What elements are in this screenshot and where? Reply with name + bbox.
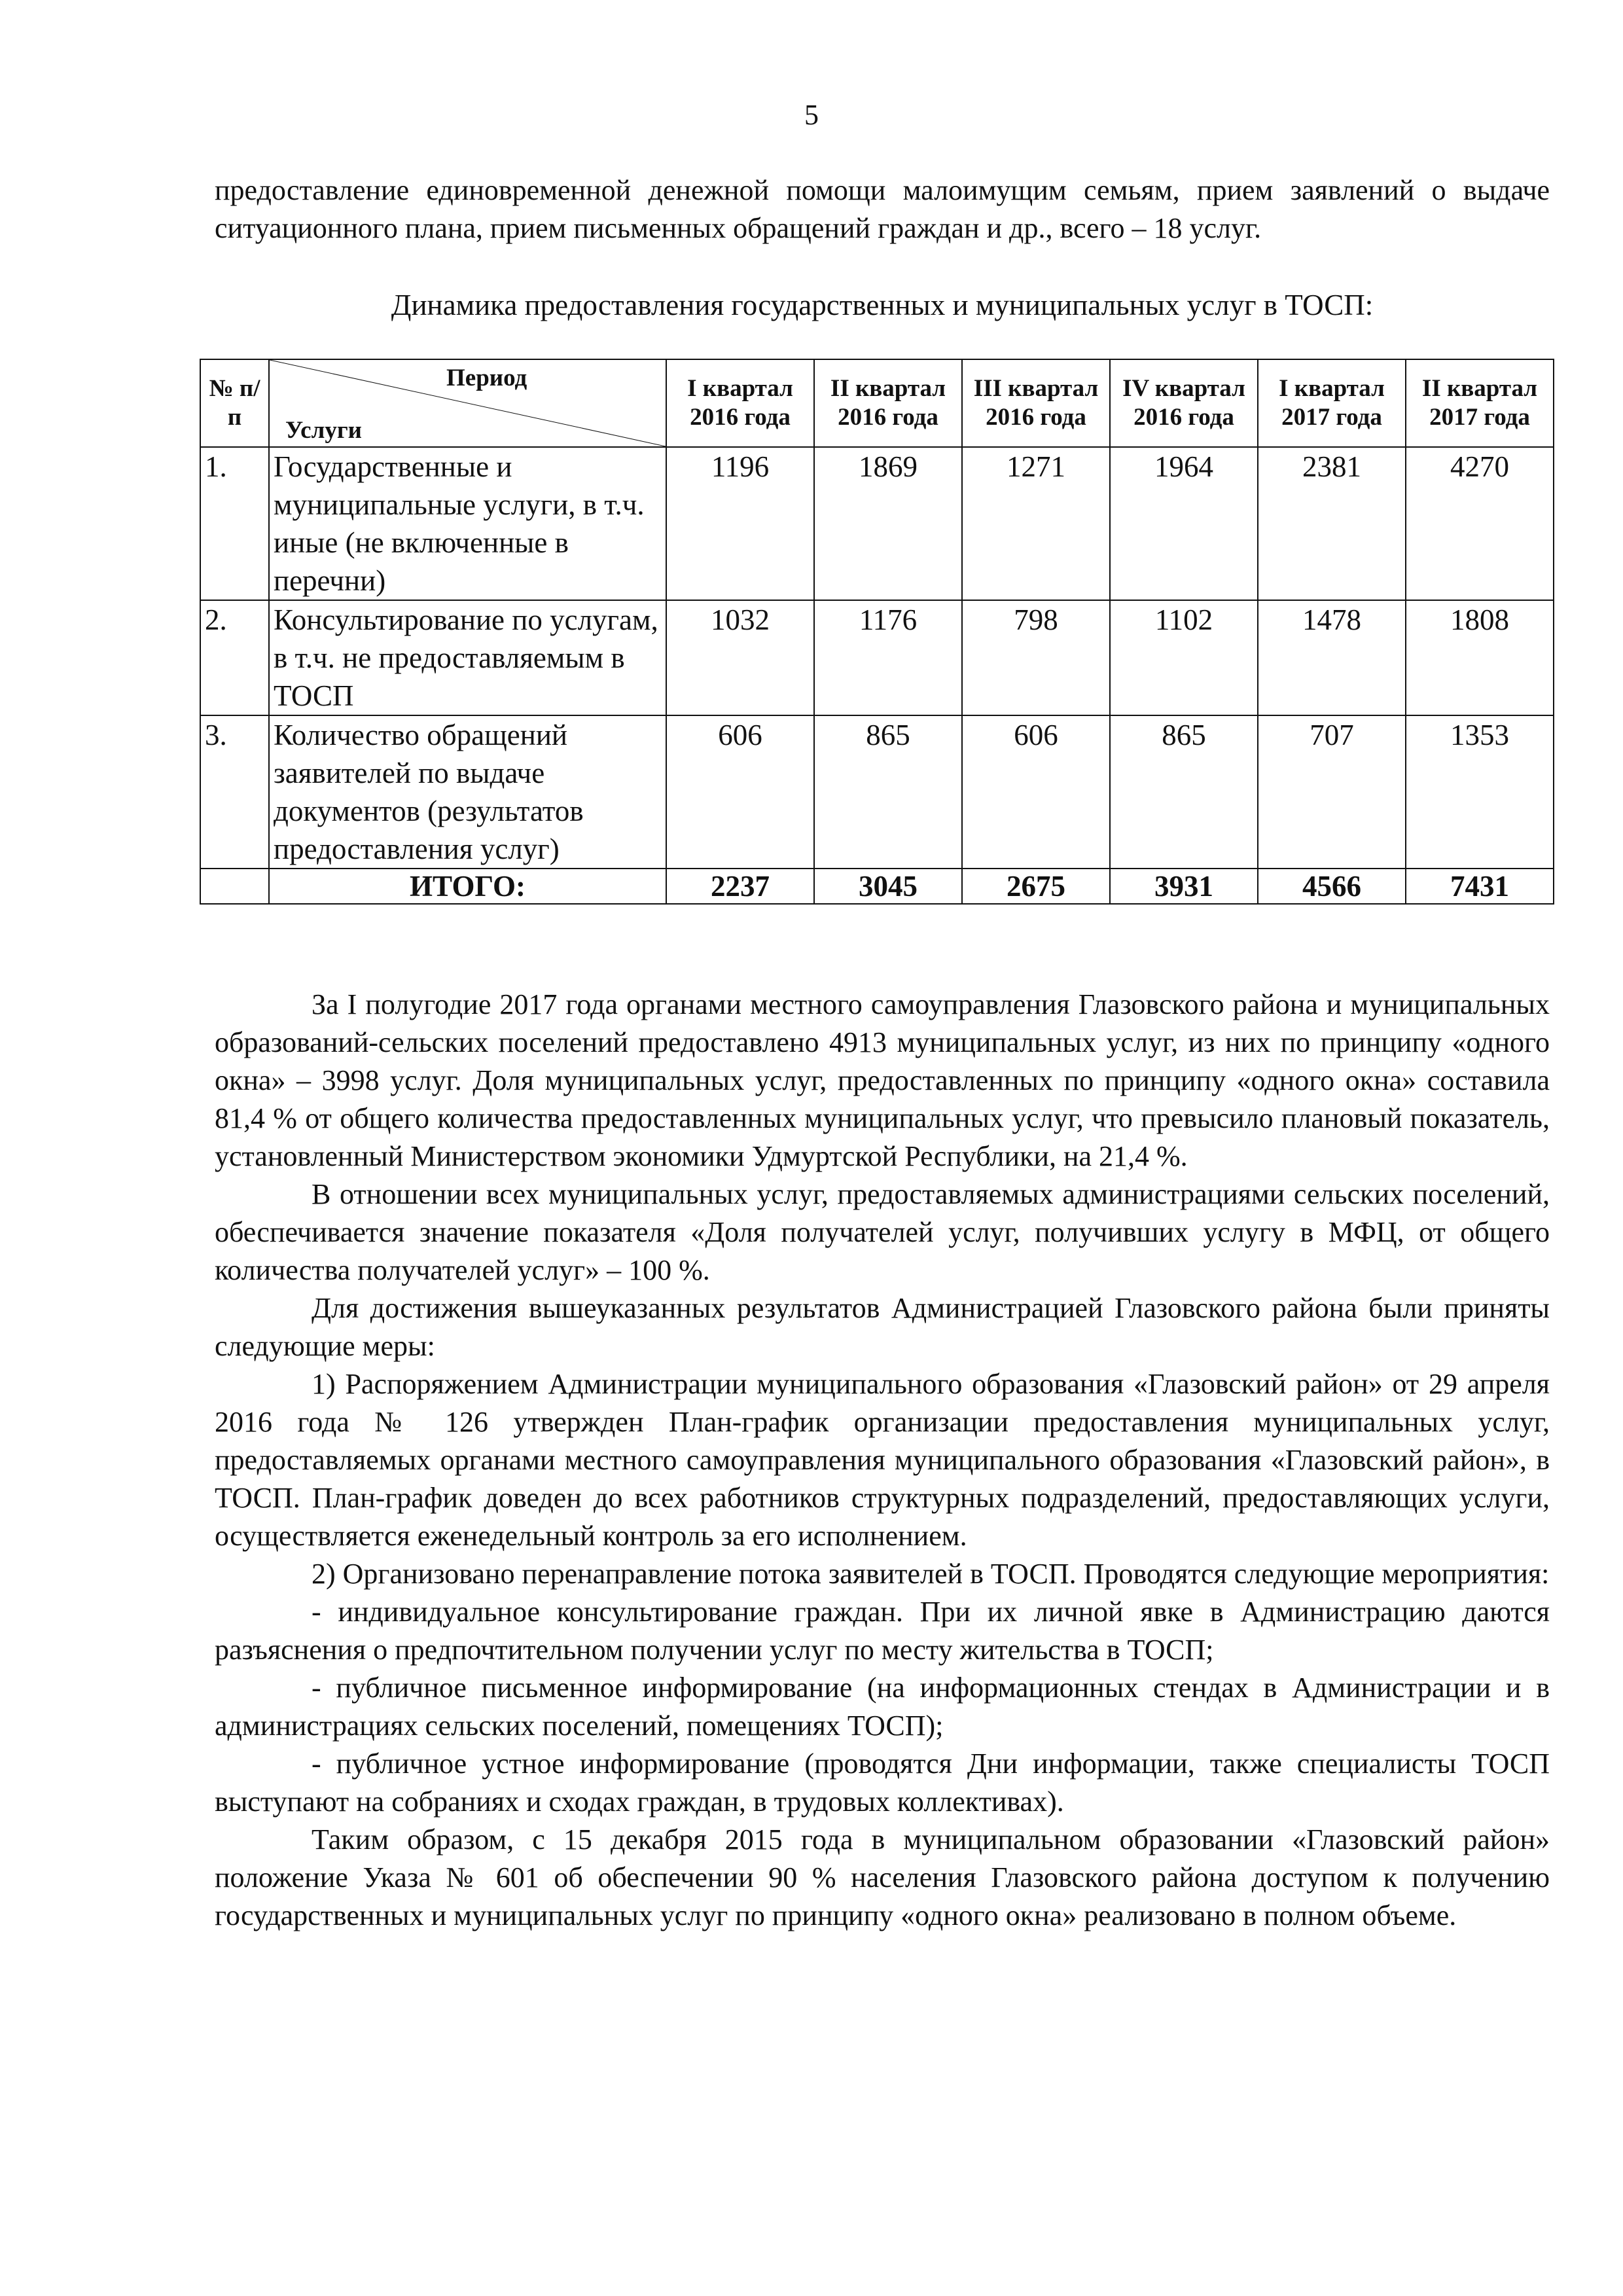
paragraph: 1) Распоряжением Администрации муниципального образования «Глазовский район» от 29 апреля 2016 года № 126 утвержден План-график организации предоставления муниципальных услуг, предоставляемых органами местного самоуправления муниципального образования «Глазовский район», в ТОСП. План-график доведен до всех работников структурных подразделений, предоставляющих услуги, осуществляется еженедельный контроль за его исполнением. bbox=[215, 1368, 1550, 1552]
header-period-6: II квартал 2017 года bbox=[1406, 359, 1554, 447]
table-row bbox=[200, 600, 1554, 715]
header-period-2: II квартал 2016 года bbox=[814, 359, 962, 447]
row-value: 1102 bbox=[1110, 600, 1258, 715]
row-value: 1353 bbox=[1406, 715, 1554, 869]
services-dynamics-table bbox=[200, 359, 1554, 905]
total-num-empty bbox=[200, 869, 269, 904]
row-value: 2381 bbox=[1258, 447, 1406, 600]
row-value: 1196 bbox=[666, 447, 814, 600]
row-service: Количество обращений заявителей по выдаче документов (результатов предоставления услуг) bbox=[269, 715, 666, 869]
header-services: Услуги bbox=[285, 417, 362, 444]
paragraph: Таким образом, с 15 декабря 2015 года в муниципальном образовании «Глазовский район» положение Указа № 601 об обеспечении 90 % населения Глазовского района доступом к получению государственных и муниципальных услуг по принципу «одного окна» реализовано в полном объеме. bbox=[215, 1823, 1550, 1931]
total-label: ИТОГО: bbox=[269, 869, 666, 904]
total-value: 2237 bbox=[666, 869, 814, 904]
page-number: 5 bbox=[804, 99, 819, 131]
row-num: 1. bbox=[200, 447, 269, 600]
row-value: 1032 bbox=[666, 600, 814, 715]
header-period-1: I квартал 2016 года bbox=[666, 359, 814, 447]
total-value: 7431 bbox=[1406, 869, 1554, 904]
row-value: 1808 bbox=[1406, 600, 1554, 715]
header-period-5: I квартал 2017 года bbox=[1258, 359, 1406, 447]
row-service: Консультирование по услугам, в т.ч. не предоставляемым в ТОСП bbox=[269, 600, 666, 715]
row-value: 1964 bbox=[1110, 447, 1258, 600]
paragraph: В отношении всех муниципальных услуг, предоставляемых администрациями сельских поселений, обеспечивается значение показателя «Доля получателей услуг, получивших услугу в МФЦ, от общего количества получателей услуг» – 100 %. bbox=[215, 1178, 1550, 1286]
intro-paragraph: предоставление единовременной денежной помощи малоимущим семьям, прием заявлений о выдаче ситуационного плана, прием письменных обращений граждан и др., всего – 18 услуг. bbox=[215, 174, 1550, 244]
header-period: Период bbox=[446, 365, 527, 391]
body-text bbox=[215, 986, 1550, 1935]
row-value: 798 bbox=[962, 600, 1110, 715]
total-value: 2675 bbox=[962, 869, 1110, 904]
row-value: 1176 bbox=[814, 600, 962, 715]
header-diagonal-cell bbox=[269, 359, 666, 447]
table-header-row bbox=[200, 359, 1554, 447]
paragraph: Для достижения вышеуказанных результатов Администрацией Глазовского района были приняты следующие меры: bbox=[215, 1292, 1550, 1362]
total-value: 3045 bbox=[814, 869, 962, 904]
paragraph: 2) Организовано перенаправление потока заявителей в ТОСП. Проводятся следующие мероприятия: bbox=[312, 1558, 1550, 1590]
row-value: 1271 bbox=[962, 447, 1110, 600]
paragraph: За I полугодие 2017 года органами местного самоуправления Глазовского района и муниципальных образований-сельских поселений предоставлено 4913 муниципальных услуг, из них по принципу «одного окна» – 3998 услуг. Доля муниципальных услуг, предоставленных по принципу «одного окна» составила 81,4 % от общего количества предоставленных муниципальных услуг, что превысило плановый показатель, установленный Министерством экономики Удмуртской Республики, на 21,4 %. bbox=[215, 988, 1550, 1172]
row-value: 606 bbox=[962, 715, 1110, 869]
table-total-row bbox=[200, 869, 1554, 904]
paragraph: - индивидуальное консультирование граждан. При их личной явке в Администрацию даются разъяснения о предпочтительном получении услуг по месту жительства в ТОСП; bbox=[215, 1596, 1550, 1666]
header-period-4: IV квартал 2016 года bbox=[1110, 359, 1258, 447]
paragraph: - публичное устное информирование (проводятся Дни информации, также специалисты ТОСП выступают на собраниях и сходах граждан, в трудовых коллективах). bbox=[215, 1748, 1550, 1818]
row-value: 4270 bbox=[1406, 447, 1554, 600]
header-period-3: III квартал 2016 года bbox=[962, 359, 1110, 447]
header-num: № п/п bbox=[200, 359, 269, 447]
row-value: 1478 bbox=[1258, 600, 1406, 715]
row-value: 707 bbox=[1258, 715, 1406, 869]
row-value: 865 bbox=[1110, 715, 1258, 869]
row-value: 865 bbox=[814, 715, 962, 869]
table-title: Динамика предоставления государственных и муниципальных услуг в ТОСП: bbox=[391, 289, 1374, 321]
row-num: 3. bbox=[200, 715, 269, 869]
row-value: 1869 bbox=[814, 447, 962, 600]
row-service: Государственные и муниципальные услуги, в т.ч. иные (не включенные в перечни) bbox=[269, 447, 666, 600]
paragraph: - публичное письменное информирование (на информационных стендах в Администрации и в администрациях сельских поселений, помещениях ТОСП); bbox=[215, 1672, 1550, 1742]
total-value: 3931 bbox=[1110, 869, 1258, 904]
table-row bbox=[200, 447, 1554, 600]
table-row bbox=[200, 715, 1554, 869]
row-num: 2. bbox=[200, 600, 269, 715]
row-value: 606 bbox=[666, 715, 814, 869]
total-value: 4566 bbox=[1258, 869, 1406, 904]
